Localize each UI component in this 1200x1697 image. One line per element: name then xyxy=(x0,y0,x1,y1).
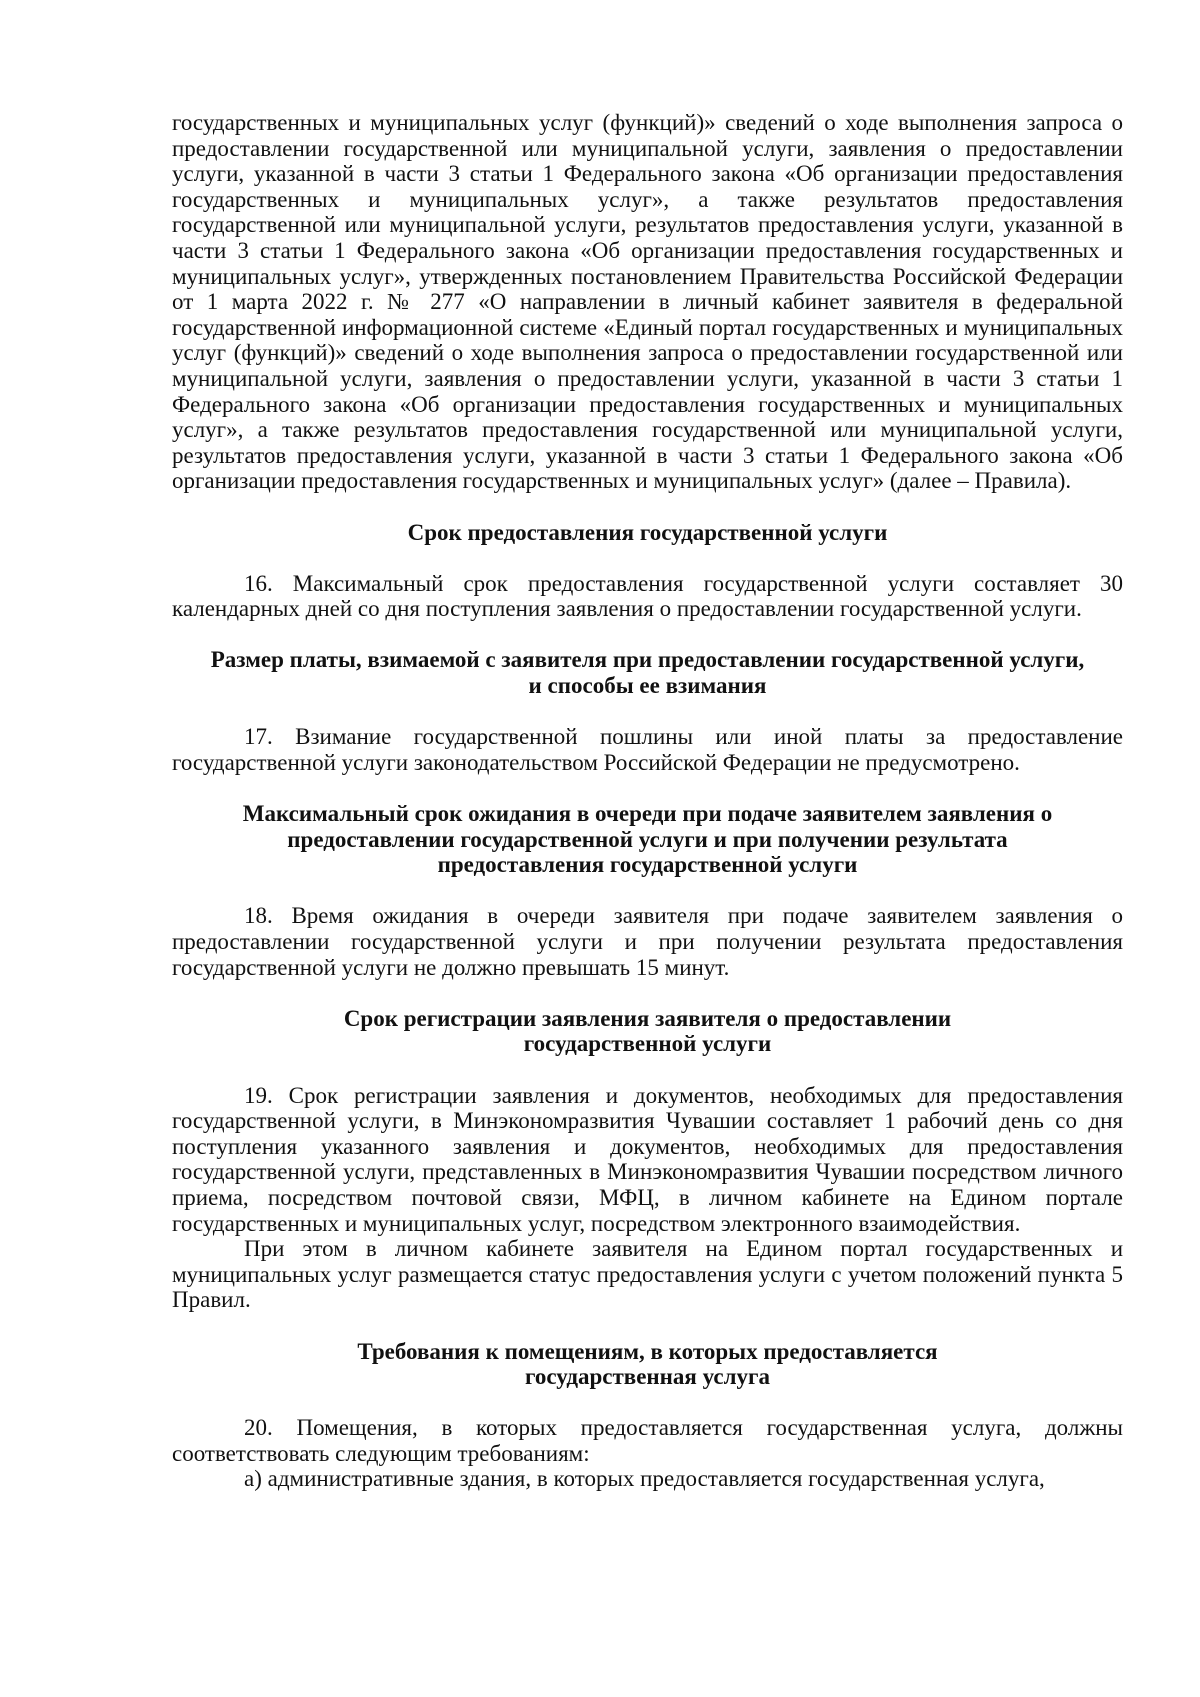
paragraph-20-item-a: а) административные здания, в которых предоставляется государственная услуга, xyxy=(244,1466,1045,1492)
section-heading-fee-line-1: Размер платы, взимаемой с заявителя при предоставлении государственной услуги, xyxy=(210,647,1085,673)
document-page xyxy=(172,110,1123,1492)
paragraph-18: 18. Время ожидания в очереди заявителя при подаче заявителем заявления о предоставлении государственной услуги и при получении результата предоставления государственной услуги не должно превышать 15 минут. xyxy=(172,903,1123,980)
spacer xyxy=(172,1313,1123,1339)
spacer xyxy=(172,1057,1123,1083)
spacer xyxy=(172,1390,1123,1416)
section-heading-registration-line-2: государственной услуги xyxy=(523,1031,772,1057)
spacer xyxy=(172,878,1123,904)
section-heading-premises-line-1: Требования к помещениям, в которых предоставляется xyxy=(357,1338,938,1364)
spacer xyxy=(172,494,1123,520)
section-heading-premises-line-2: государственная услуга xyxy=(525,1364,770,1390)
paragraph-19: 19. Срок регистрации заявления и документов, необходимых для предоставления государственной услуги, в Минэкономразвития Чувашии составляет 1 рабочий день со дня поступления указанного заявления и документов, необходимых для предоставления государственной услуги, представленных в Минэкономразвития Чувашии посредством личного приема, посредством почтовой связи, МФЦ, в личном кабинете на Едином портале государственных и муниципальных услуг, посредством электронного взаимодействия. xyxy=(172,1082,1123,1236)
section-premises xyxy=(172,1339,1123,1493)
spacer xyxy=(172,622,1123,648)
paragraph-17: 17. Взимание государственной пошлины или иной платы за предоставление государственной услуги законодательством Российской Федерации не предусмотрено. xyxy=(172,724,1123,775)
section-registration xyxy=(172,1006,1123,1313)
paragraph-19-continued: При этом в личном кабинете заявителя на Едином портал государственных и муниципальных услуг размещается статус предоставления услуги с учетом положений пункта 5 Правил. xyxy=(172,1236,1123,1313)
section-term xyxy=(172,520,1123,622)
section-heading-queue-line-3: предоставления государственной услуги xyxy=(437,852,858,878)
spacer xyxy=(172,699,1123,725)
paragraph-16: 16. Максимальный срок предоставления государственной услуги составляет 30 календарных дней со дня поступления заявления о предоставлении государственной услуги. xyxy=(172,570,1123,622)
section-heading-queue-line-1: Максимальный срок ожидания в очереди при подаче заявителем заявления о xyxy=(242,801,1053,827)
paragraph-20: 20. Помещения, в которых предоставляется государственная услуга, должны соответствовать следующим требованиям: xyxy=(172,1415,1123,1466)
section-fee xyxy=(172,647,1123,775)
spacer xyxy=(172,980,1123,1006)
section-heading-registration-line-1: Срок регистрации заявления заявителя о предоставлении xyxy=(343,1005,952,1031)
spacer xyxy=(172,545,1123,571)
intro-paragraph: государственных и муниципальных услуг (функций)» сведений о ходе выполнения запроса о предоставлении государственной или муниципальной услуги, заявления о предоставлении услуги, указанной в части 3 статьи 1 Федерального закона «Об организации предоставления государственных и муниципальных услуг», а также результатов предоставления государственной или муниципальной услуги, результатов предоставления услуги, указанной в части 3 статьи 1 Федерального закона «Об организации предоставления государственных и муниципальных услуг», утвержденных постановлением Правительства Российской Федерации от 1 марта 2022 г. № 277 «О направлении в личный кабинет заявителя в федеральной государственной информационной системе «Единый портал государственных и муниципальных услуг (функций)» сведений о ходе выполнения запроса о предоставлении государственной или муниципальной услуги, заявления о предоставлении услуги, указанной в части 3 статьи 1 Федерального закона «Об организации предоставления государственных и муниципальных услуг», а также результатов предоставления государственной или муниципальной услуги, результатов предоставления услуги, указанной в части 3 статьи 1 Федерального закона «Об организации предоставления государственных и муниципальных услуг» (далее – Правила). xyxy=(172,110,1123,494)
section-queue xyxy=(172,801,1123,980)
section-heading-term: Срок предоставления государственной услуги xyxy=(407,519,888,545)
section-heading-fee-line-2: и способы ее взимания xyxy=(528,673,767,699)
spacer xyxy=(172,775,1123,801)
section-heading-queue-line-2: предоставлении государственной услуги и при получении результата xyxy=(287,826,1008,852)
